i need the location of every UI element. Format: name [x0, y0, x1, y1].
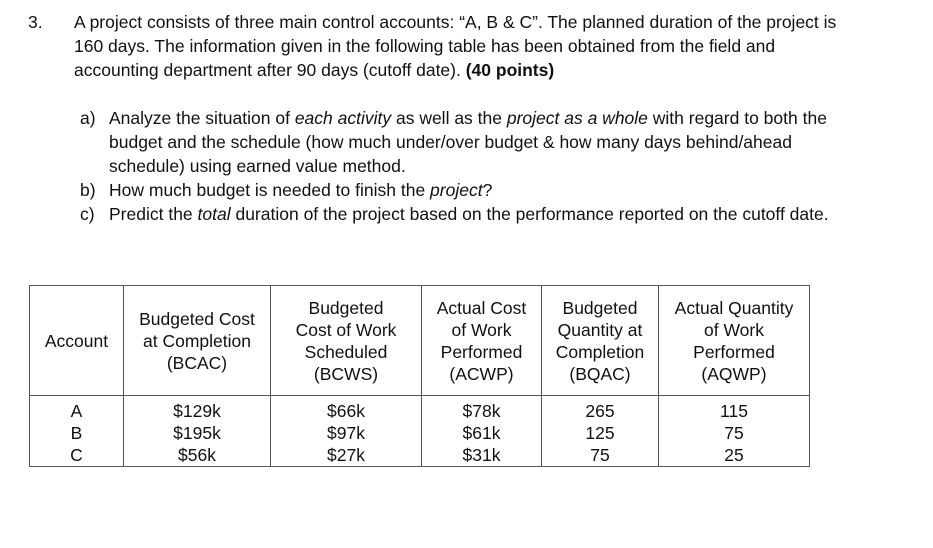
cell-bqac: 125: [542, 422, 659, 444]
subquestion-b-emphasis1: project: [430, 180, 483, 200]
header-bqac-line: Completion: [555, 341, 645, 362]
table-row: [30, 396, 810, 423]
header-aqwp-line: Actual Quantity: [674, 297, 794, 318]
header-aqwp-line: of Work: [704, 319, 764, 340]
subquestion-a-text: [109, 106, 839, 178]
subquestion-a-emphasis2: project as a whole: [506, 108, 648, 128]
header-bqac-line: (BQAC): [569, 363, 631, 384]
cell-bcws: $27k: [271, 444, 422, 467]
header-aqwp-line: Performed: [693, 341, 775, 362]
header-aqwp: [659, 286, 810, 396]
subquestion-c-emphasis1: total: [197, 204, 231, 224]
header-bcws: [271, 286, 422, 396]
subquestion-a-part1: Analyze the situation of: [109, 108, 295, 128]
header-acwp-line: (ACWP): [449, 363, 514, 384]
header-bcac-line: Budgeted Cost: [139, 308, 255, 329]
subquestion-c-text: [109, 202, 839, 226]
cell-aqwp: 75: [659, 422, 810, 444]
header-bcws-line: Cost of Work: [295, 319, 397, 340]
header-bqac-line: Quantity at: [557, 319, 643, 340]
cell-acwp: $78k: [422, 396, 542, 423]
header-acwp-line: Performed: [440, 341, 523, 362]
subquestion-a-part2: as well as the: [391, 108, 507, 128]
subquestion-c-label: c): [80, 204, 95, 224]
cell-account: C: [30, 444, 124, 467]
subquestion-b-part1: How much budget is needed to finish the: [109, 180, 431, 200]
cell-acwp: $31k: [422, 444, 542, 467]
cell-bcac: $195k: [124, 422, 271, 444]
header-bcws-line: (BCWS): [313, 363, 379, 384]
header-bqac-line: Budgeted: [562, 297, 638, 318]
header-bcws-line: Scheduled: [304, 341, 388, 362]
header-bcws-line: Budgeted: [308, 297, 384, 318]
header-aqwp-line: (AQWP): [701, 363, 767, 384]
header-account: [30, 286, 124, 396]
table-row: [30, 444, 810, 467]
subquestion-a-emphasis1: each activity: [294, 108, 392, 128]
cell-bcac: $129k: [124, 396, 271, 423]
subquestion-c-part1: Predict the: [109, 204, 198, 224]
subquestion-a-label: a): [80, 108, 96, 128]
header-bqac: [542, 286, 659, 396]
header-acwp: [422, 286, 542, 396]
table-row: [30, 422, 810, 444]
cell-bqac: 75: [542, 444, 659, 467]
cell-account: A: [30, 396, 124, 423]
subquestion-c-part2: duration of the project based on the performance reported on the cutoff date.: [230, 204, 829, 224]
cell-bcws: $66k: [271, 396, 422, 423]
subquestion-b-part2: ?: [482, 180, 493, 200]
cell-aqwp: 115: [659, 396, 810, 423]
cell-bqac: 265: [542, 396, 659, 423]
table-header-row: [30, 286, 810, 396]
subquestion-b-text: [109, 178, 839, 202]
header-acwp-line: Actual Cost: [436, 297, 527, 318]
header-bcac: [124, 286, 271, 396]
subquestion-b-label: b): [80, 180, 96, 200]
cell-bcws: $97k: [271, 422, 422, 444]
cell-acwp: $61k: [422, 422, 542, 444]
control-accounts-table: [29, 285, 810, 467]
cell-account: B: [30, 422, 124, 444]
header-acwp-line: of Work: [451, 319, 512, 340]
header-bcac-line: (BCAC): [166, 352, 228, 373]
header-bcac-line: at Completion: [143, 330, 251, 351]
cell-bcac: $56k: [124, 444, 271, 467]
header-account-line: Account: [44, 330, 109, 351]
question-number: 3.: [28, 12, 43, 32]
subquestion-a-part3: with regard to both the budget and the schedule (how much under/over budget & how many days behind/ahead schedule) using earned value method.: [109, 108, 827, 176]
question-points: (40 points): [465, 60, 555, 80]
cell-aqwp: 25: [659, 444, 810, 467]
question-intro-text: A project consists of three main control accounts: “A, B & C”. The planned duration of the project is 160 days. The information given in the following table has been obtained from the field and accounting department after 90 days (cutoff date).: [74, 12, 837, 80]
question-intro: [74, 10, 854, 82]
